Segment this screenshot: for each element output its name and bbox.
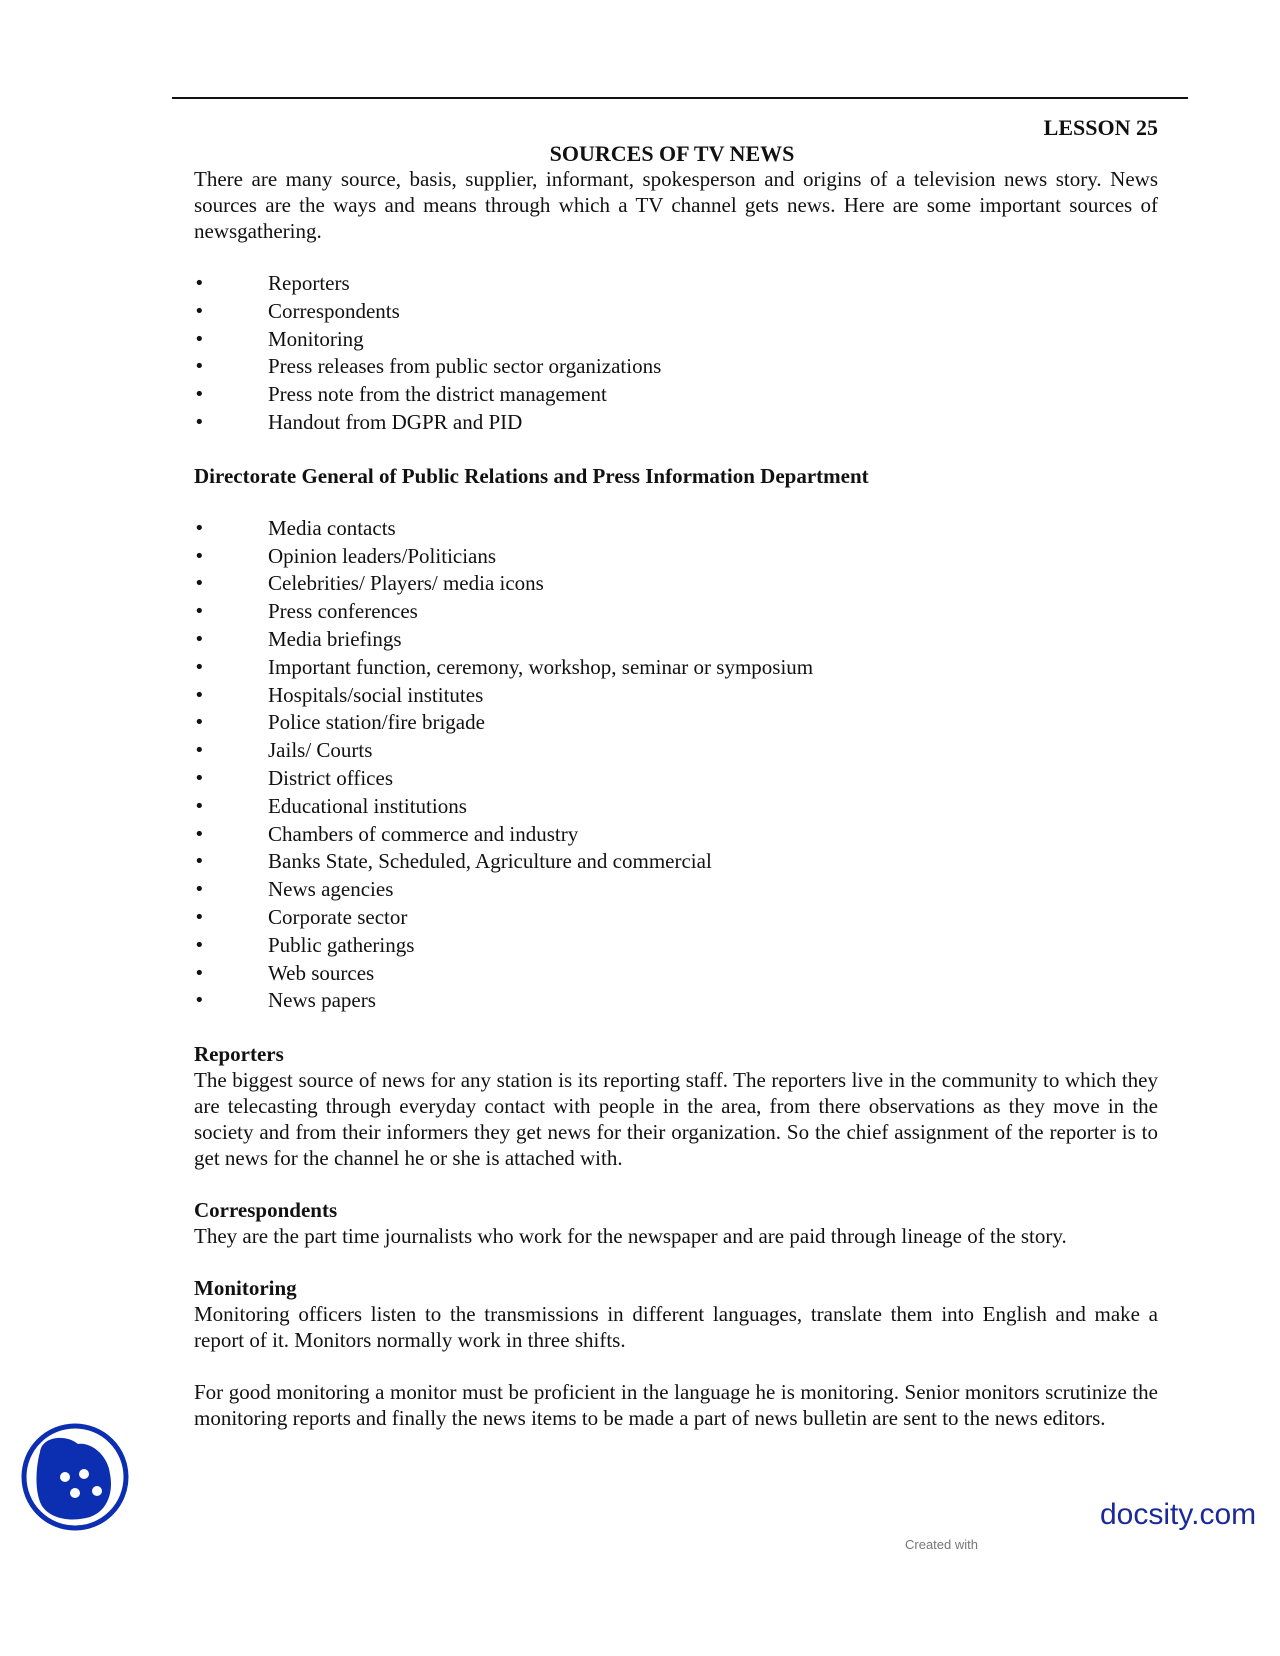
intro-paragraph: There are many source, basis, supplier, informant, spokesperson and origins of a television news story. News sources are the ways and means through which a TV channel gets news. Here are some important sources of newsgathering. bbox=[194, 167, 1158, 243]
monitoring-heading: Monitoring bbox=[194, 1276, 297, 1301]
source-item bbox=[194, 270, 1158, 298]
contact-item-label: Web sources bbox=[268, 960, 375, 985]
contact-item-label: Police station/fire brigade bbox=[268, 710, 485, 735]
contact-item-label: Chambers of commerce and industry bbox=[268, 821, 579, 846]
source-item-label: Monitoring bbox=[268, 326, 364, 351]
contact-item-label: News papers bbox=[268, 988, 376, 1013]
correspondents-paragraph: They are the part time journalists who work for the newspaper and are paid through lineage of the story. bbox=[194, 1224, 1067, 1249]
contact-item-label: Celebrities/ Players/ media icons bbox=[268, 571, 544, 596]
bullet-icon: • bbox=[194, 684, 205, 706]
contact-item-label: News agencies bbox=[268, 877, 394, 902]
header-rule bbox=[172, 97, 1188, 99]
source-item bbox=[194, 298, 1158, 326]
bullet-icon: • bbox=[194, 628, 205, 650]
bullet-icon: • bbox=[194, 934, 205, 956]
contact-item bbox=[194, 570, 1158, 598]
bullet-icon: • bbox=[194, 273, 205, 294]
contact-item bbox=[194, 737, 1158, 765]
docsity-logo-icon[interactable] bbox=[20, 1422, 130, 1532]
bullet-icon: • bbox=[194, 767, 205, 789]
source-item-label: Correspondents bbox=[268, 298, 400, 323]
contact-item-label: Media contacts bbox=[268, 515, 396, 540]
contact-item bbox=[194, 765, 1158, 793]
bullet-icon: • bbox=[194, 906, 205, 928]
contact-item bbox=[194, 821, 1158, 849]
contact-item-label: Corporate sector bbox=[268, 904, 408, 929]
contact-item bbox=[194, 654, 1158, 682]
contact-item-label: Important function, ceremony, workshop, seminar or symposium bbox=[268, 654, 814, 679]
contact-item bbox=[194, 793, 1158, 821]
bullet-icon: • bbox=[194, 795, 205, 817]
bullet-icon: • bbox=[194, 656, 205, 678]
contact-item bbox=[194, 960, 1158, 988]
created-with-label: Created with bbox=[905, 1537, 978, 1552]
contact-item bbox=[194, 848, 1158, 876]
contact-item-label: Banks State, Scheduled, Agriculture and commercial bbox=[268, 849, 712, 874]
contact-item bbox=[194, 515, 1158, 543]
source-item-label: Handout from DGPR and PID bbox=[268, 409, 523, 434]
lesson-label: LESSON 25 bbox=[1043, 115, 1158, 140]
contact-item bbox=[194, 626, 1158, 654]
source-item-label: Press releases from public sector organizations bbox=[268, 354, 662, 379]
source-item bbox=[194, 353, 1158, 381]
correspondents-heading: Correspondents bbox=[194, 1198, 338, 1223]
contact-item-label: Public gatherings bbox=[268, 932, 415, 957]
contact-item bbox=[194, 709, 1158, 737]
bullet-icon: • bbox=[194, 962, 205, 984]
dgpr-heading: Directorate General of Public Relations and Press Information Department bbox=[194, 463, 869, 488]
monitoring-paragraph: Monitoring officers listen to the transmissions in different languages, translate them into English and make a report of it. Monitors normally work in three shifts. bbox=[194, 1302, 1158, 1353]
bullet-icon: • bbox=[194, 356, 205, 378]
bullet-icon: • bbox=[194, 573, 205, 595]
contact-item-label: Media briefings bbox=[268, 626, 402, 651]
source-item bbox=[194, 326, 1158, 354]
bullet-icon: • bbox=[194, 990, 205, 1012]
bullet-icon: • bbox=[194, 384, 205, 406]
source-item bbox=[194, 381, 1158, 409]
contact-item-label: Jails/ Courts bbox=[268, 738, 373, 763]
bullet-icon: • bbox=[194, 411, 205, 433]
contact-item-label: Opinion leaders/Politicians bbox=[268, 543, 497, 568]
bullet-icon: • bbox=[194, 740, 205, 762]
contact-item bbox=[194, 932, 1158, 960]
contact-item bbox=[194, 904, 1158, 932]
bullet-icon: • bbox=[194, 517, 205, 539]
monitoring-paragraph-2: For good monitoring a monitor must be proficient in the language he is monitoring. Senior monitors scrutinize the monitoring reports and finally the news items to be made a part of news bulletin are sent to the news editors. bbox=[194, 1380, 1158, 1431]
bullet-icon: • bbox=[194, 879, 205, 901]
bullet-icon: • bbox=[194, 328, 205, 350]
reporters-heading: Reporters bbox=[194, 1042, 284, 1067]
page-title: SOURCES OF TV NEWS bbox=[549, 141, 795, 166]
contact-item bbox=[194, 987, 1158, 1015]
bullet-icon: • bbox=[194, 712, 205, 734]
contact-item bbox=[194, 876, 1158, 904]
source-item-label: Press note from the district management bbox=[268, 382, 607, 407]
document-body bbox=[194, 166, 1158, 1431]
bullet-icon: • bbox=[194, 851, 205, 873]
contacts-list bbox=[194, 515, 1158, 1015]
contact-item bbox=[194, 598, 1158, 626]
contact-item-label: Educational institutions bbox=[268, 793, 467, 818]
bullet-icon: • bbox=[194, 545, 205, 567]
bullet-icon: • bbox=[194, 823, 205, 845]
source-item bbox=[194, 409, 1158, 437]
contact-item bbox=[194, 682, 1158, 710]
source-item-label: Reporters bbox=[268, 271, 350, 295]
contact-item-label: District offices bbox=[268, 765, 393, 790]
contact-item-label: Hospitals/social institutes bbox=[268, 682, 484, 707]
bullet-icon: • bbox=[194, 601, 205, 623]
contact-item-label: Press conferences bbox=[268, 599, 418, 624]
brand-link[interactable]: docsity.com bbox=[1100, 1498, 1257, 1531]
contact-item bbox=[194, 543, 1158, 571]
sources-list bbox=[194, 270, 1158, 437]
bullet-icon: • bbox=[194, 300, 205, 322]
reporters-paragraph: The biggest source of news for any station is its reporting staff. The reporters live in the community to which they are telecasting through everyday contact with people in the area, from there observations as they move in the society and from their informers they get news for their organization. So the chief assignment of the reporter is to get news for the channel he or she is attached with. bbox=[194, 1068, 1158, 1171]
